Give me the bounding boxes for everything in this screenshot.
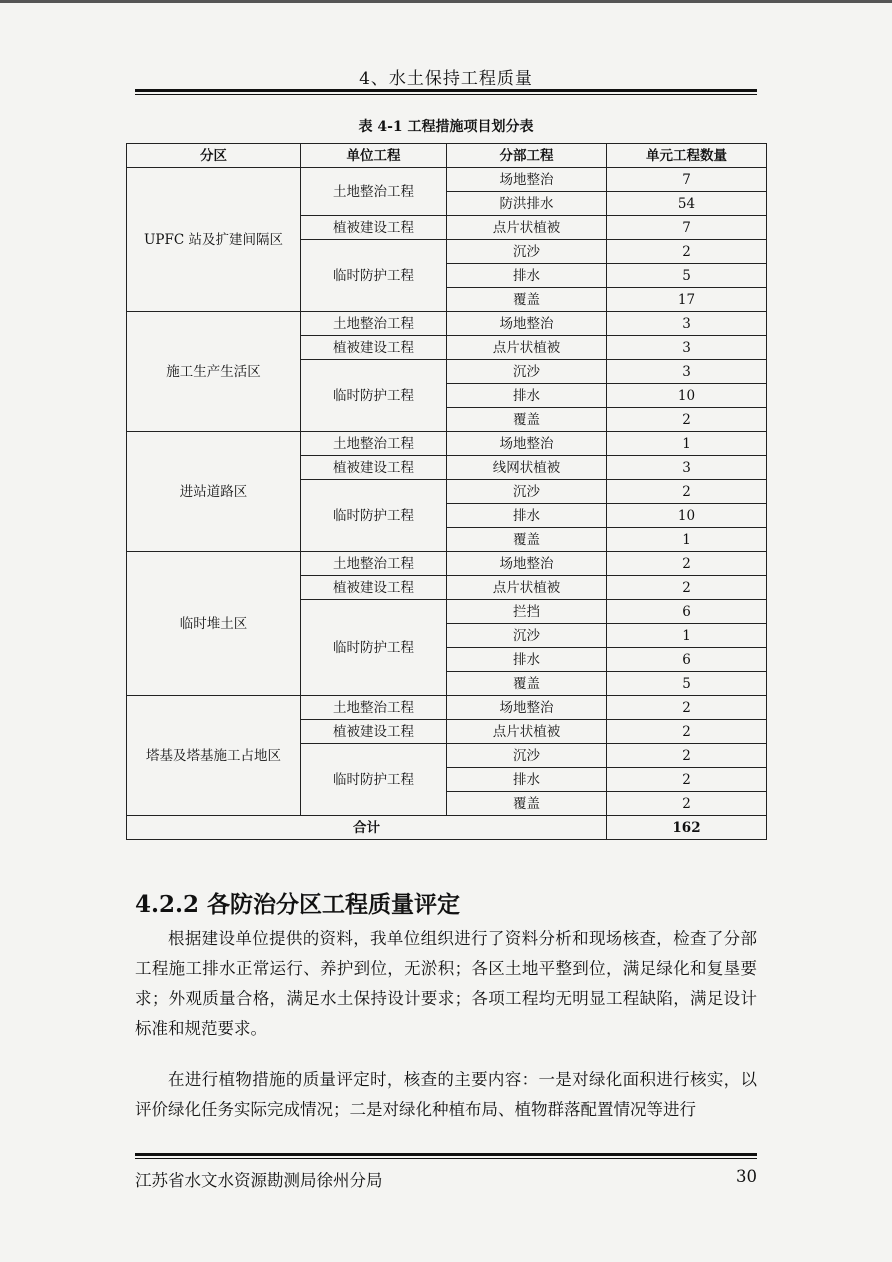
table-row <box>127 696 767 720</box>
unit-cell: 土地整治工程 <box>301 168 447 216</box>
header-rule <box>135 89 757 95</box>
paragraph-2: 在进行植物措施的质量评定时，核查的主要内容：一是对绿化面积进行核实，以评价绿化任务实际完成情况；二是对绿化种植布局、植物群落配置情况等进行 <box>135 1070 757 1119</box>
part-cell: 场地整治 <box>447 168 607 192</box>
table-row <box>127 168 767 192</box>
count-cell: 1 <box>607 528 767 552</box>
part-cell: 覆盖 <box>447 528 607 552</box>
zone-cell: 塔基及塔基施工占地区 <box>127 696 301 816</box>
unit-cell: 土地整治工程 <box>301 312 447 336</box>
unit-cell: 植被建设工程 <box>301 336 447 360</box>
page-number: 30 <box>736 1167 757 1186</box>
part-cell: 沉沙 <box>447 360 607 384</box>
page-header-title: 4、水土保持工程质量 <box>359 69 533 89</box>
count-cell: 2 <box>607 576 767 600</box>
total-value: 162 <box>607 816 767 840</box>
part-cell: 沉沙 <box>447 480 607 504</box>
part-cell: 覆盖 <box>447 672 607 696</box>
count-cell: 7 <box>607 168 767 192</box>
count-cell: 2 <box>607 696 767 720</box>
part-cell: 排水 <box>447 504 607 528</box>
count-cell: 2 <box>607 792 767 816</box>
unit-cell: 土地整治工程 <box>301 432 447 456</box>
column-header-unit: 单位工程 <box>301 144 447 168</box>
zone-cell: 施工生产生活区 <box>127 312 301 432</box>
count-cell: 5 <box>607 672 767 696</box>
footer-organization: 江苏省水文水资源勘测局徐州分局 <box>135 1171 383 1190</box>
part-cell: 覆盖 <box>447 408 607 432</box>
count-cell: 1 <box>607 624 767 648</box>
column-header-part: 分部工程 <box>447 144 607 168</box>
column-header-zone: 分区 <box>127 144 301 168</box>
count-cell: 2 <box>607 768 767 792</box>
part-cell: 排水 <box>447 648 607 672</box>
table-caption: 表 4-1 工程措施项目划分表 <box>358 119 534 135</box>
count-cell: 17 <box>607 288 767 312</box>
section-heading: 4.2.2 各防治分区工程质量评定 <box>135 891 461 918</box>
unit-cell: 植被建设工程 <box>301 576 447 600</box>
part-cell: 场地整治 <box>447 552 607 576</box>
count-cell: 1 <box>607 432 767 456</box>
zone-cell: 临时堆土区 <box>127 552 301 696</box>
unit-cell: 植被建设工程 <box>301 720 447 744</box>
count-cell: 3 <box>607 456 767 480</box>
count-cell: 3 <box>607 336 767 360</box>
table-row <box>127 552 767 576</box>
part-cell: 沉沙 <box>447 744 607 768</box>
table-row <box>127 432 767 456</box>
unit-cell: 临时防护工程 <box>301 240 447 312</box>
zone-cell: 进站道路区 <box>127 432 301 552</box>
part-cell: 覆盖 <box>447 792 607 816</box>
table-row <box>127 312 767 336</box>
measures-table <box>126 143 767 840</box>
part-cell: 排水 <box>447 264 607 288</box>
part-cell: 点片状植被 <box>447 576 607 600</box>
part-cell: 覆盖 <box>447 288 607 312</box>
count-cell: 2 <box>607 408 767 432</box>
unit-cell: 临时防护工程 <box>301 480 447 552</box>
count-cell: 6 <box>607 600 767 624</box>
unit-cell: 植被建设工程 <box>301 216 447 240</box>
part-cell: 沉沙 <box>447 240 607 264</box>
part-cell: 场地整治 <box>447 696 607 720</box>
footer-rule <box>135 1153 757 1159</box>
top-border <box>0 0 892 3</box>
unit-cell: 临时防护工程 <box>301 744 447 816</box>
count-cell: 54 <box>607 192 767 216</box>
unit-cell: 土地整治工程 <box>301 696 447 720</box>
count-cell: 7 <box>607 216 767 240</box>
zone-cell: UPFC 站及扩建间隔区 <box>127 168 301 312</box>
column-header-count: 单元工程数量 <box>607 144 767 168</box>
part-cell: 点片状植被 <box>447 720 607 744</box>
unit-cell: 植被建设工程 <box>301 456 447 480</box>
part-cell: 点片状植被 <box>447 336 607 360</box>
table-header-row <box>127 144 767 168</box>
table-body <box>127 168 767 816</box>
count-cell: 2 <box>607 480 767 504</box>
count-cell: 2 <box>607 744 767 768</box>
count-cell: 3 <box>607 312 767 336</box>
part-cell: 排水 <box>447 384 607 408</box>
count-cell: 2 <box>607 552 767 576</box>
part-cell: 点片状植被 <box>447 216 607 240</box>
part-cell: 场地整治 <box>447 312 607 336</box>
total-row <box>127 816 767 840</box>
total-label: 合计 <box>127 816 607 840</box>
count-cell: 6 <box>607 648 767 672</box>
paragraph-1: 根据建设单位提供的资料，我单位组织进行了资料分析和现场核查，检查了分部工程施工排水正常运行、养护到位，无淤积；各区土地平整到位，满足绿化和复垦要求；外观质量合格，满足水土保持设计要求；各项工程均无明显工程缺陷，满足设计标准和规范要求。 <box>135 929 757 1038</box>
count-cell: 2 <box>607 240 767 264</box>
part-cell: 拦挡 <box>447 600 607 624</box>
part-cell: 防洪排水 <box>447 192 607 216</box>
count-cell: 2 <box>607 720 767 744</box>
unit-cell: 土地整治工程 <box>301 552 447 576</box>
count-cell: 10 <box>607 504 767 528</box>
count-cell: 10 <box>607 384 767 408</box>
count-cell: 5 <box>607 264 767 288</box>
unit-cell: 临时防护工程 <box>301 600 447 696</box>
part-cell: 场地整治 <box>447 432 607 456</box>
count-cell: 3 <box>607 360 767 384</box>
part-cell: 排水 <box>447 768 607 792</box>
part-cell: 沉沙 <box>447 624 607 648</box>
part-cell: 线网状植被 <box>447 456 607 480</box>
unit-cell: 临时防护工程 <box>301 360 447 432</box>
